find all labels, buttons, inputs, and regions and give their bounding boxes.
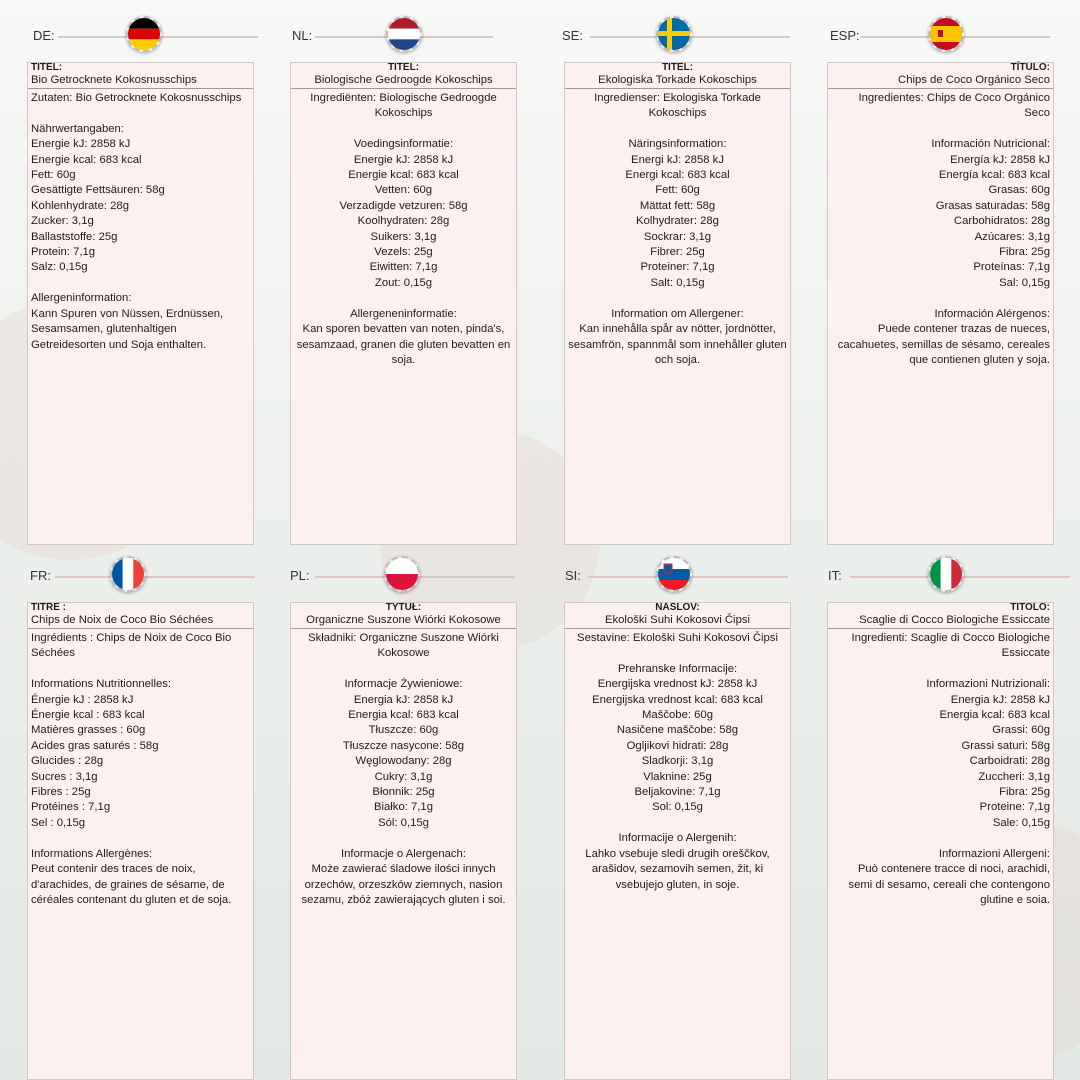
poland-flag-icon xyxy=(384,556,420,592)
title-label: TITOLO: xyxy=(1010,602,1050,613)
product-title: Chips de Coco Orgánico Seco xyxy=(828,73,1053,89)
title-label: TITRE : xyxy=(31,602,66,613)
product-info: Ingrediënten: Biologische Gedroogde Kokoschips Voedingsinformatie: Energie kJ: 2858 kJ Energie kcal: 683 kcal Vetten: 60g Verzadigde vetzuren: 58g Koolhydraten: 28g Suikers: 3,1g Vezels: 25g Eiwitten: 7,1g Zout: 0,15g Allergeneninformatie: Kan sporen bevatten van noten, pinda's, sesamzaad, granen die gluten bevatten en soja. xyxy=(296,92,511,366)
product-title: Scaglie di Cocco Biologiche Essiccate xyxy=(828,613,1053,629)
product-info: Ingredienser: Ekologiska Torkade Kokoschips Näringsinformation: Energi kJ: 2858 kJ Energi kcal: 683 kcal Fett: 60g Mättat fett: 58g Kolhydrater: 28g Sockrar: 3,1g Fibrer: 25g Proteiner: 7,1g Salt: 0,15g Information om Allergener: Kan innehålla spår av nötter, jordnötter, sesamfrön, spannmål som innehåller gluten och soja. xyxy=(568,92,787,366)
germany-flag-icon xyxy=(126,16,162,52)
country-code: SE: xyxy=(562,28,583,43)
netherlands-flag-icon xyxy=(386,16,422,52)
title-label: TYTUŁ: xyxy=(385,602,422,613)
panel-fr xyxy=(0,540,270,1080)
product-info: Ingredienti: Scaglie di Cocco Biologiche Essiccate Informazioni Nutrizionali: Energia kJ: 2858 kJ Energia kcal: 683 kcal Grassi: 60g Grassi saturi: 58g Carboidrati: 28g Zuccheri: 3,1g Fibra: 25g Proteine: 7,1g Sale: 0,15g Informazioni Allergeni: Può contenere tracce di noci, arachidi, semi di sesamo, cereali che contengono glutine e soia. xyxy=(848,632,1050,906)
sweden-flag-icon xyxy=(656,16,692,52)
title-label: TITEL: xyxy=(31,62,63,73)
country-code: FR: xyxy=(30,568,51,583)
label-card xyxy=(564,62,791,545)
product-info: Zutaten: Bio Getrocknete Kokosnusschips Nährwertangaben: Energie kJ: 2858 kJ Energie kcal: 683 kcal Fett: 60g Gesättigte Fettsäuren: 58g Kohlenhydrate: 28g Zucker: 3,1g Ballaststoffe: 25g Protein: 7,1g Salz: 0,15g Allergeninformation: Kann Spuren von Nüssen, Erdnüssen, Sesamsamen, glutenhaltigen Getreidesorten und Soja enthalten. xyxy=(31,92,242,351)
label-card xyxy=(827,602,1054,1080)
label-card xyxy=(290,62,517,545)
label-card xyxy=(564,602,791,1080)
panel-nl xyxy=(270,0,540,540)
label-card xyxy=(27,62,254,545)
italy-flag-icon xyxy=(928,556,964,592)
country-code: PL: xyxy=(290,568,310,583)
country-code: ESP: xyxy=(830,28,860,43)
label-card xyxy=(827,62,1054,545)
spain-flag-icon xyxy=(928,16,964,52)
product-info: Składniki: Organiczne Suszone Wiórki Kokosowe Informacje Żywieniowe: Energia kJ: 2858 kJ Energia kcal: 683 kcal Tłuszcze: 60g Tłuszcze nasycone: 58g Węglowodany: 28g Cukry: 3,1g Błonnik: 25g Białko: 7,1g Sól: 0,15g Informacje o Alergenach: Może zawierać śladowe ilości innych orzechów, orzeszków ziemnych, nasion sezamu, zbóż zawierających gluten i soi. xyxy=(301,632,506,906)
label-card xyxy=(27,602,254,1080)
panel-esp xyxy=(810,0,1080,540)
product-title: Ekološki Suhi Kokosovi Čipsi xyxy=(565,613,790,629)
title-label: TITEL: xyxy=(661,62,694,73)
panel-se xyxy=(540,0,810,540)
title-label: TÍTULO: xyxy=(1010,62,1050,73)
country-code: DE: xyxy=(33,28,55,43)
product-info: Ingredientes: Chips de Coco Orgánico Seco Información Nutricional: Energía kJ: 2858 kJ Energía kcal: 683 kcal Grasas: 60g Grasas saturadas: 58g Carbohidratos: 28g Azúcares: 3,1g Fibra: 25g Proteínas: 7,1g Sal: 0,15g Información Alérgenos: Puede contener trazas de nueces, cacahuetes, semillas de sésamo, cereales que contienen gluten y soja. xyxy=(837,92,1050,366)
title-label: TITEL: xyxy=(387,62,420,73)
product-title: Biologische Gedroogde Kokoschips xyxy=(291,73,516,89)
label-card xyxy=(290,602,517,1080)
product-title: Ekologiska Torkade Kokoschips xyxy=(565,73,790,89)
divider xyxy=(55,576,255,578)
country-code: SI: xyxy=(565,568,581,583)
panel-de xyxy=(0,0,270,540)
panel-pl xyxy=(270,540,540,1080)
product-info: Ingrédients : Chips de Noix de Coco Bio Séchées Informations Nutritionnelles: Énergie kJ : 2858 kJ Énergie kcal : 683 kcal Matières grasses : 60g Acides gras saturés : 58g Glucides : 28g Sucres : 3,1g Fibres : 25g Protéines : 7,1g Sel : 0,15g Informations Allergènes: Peut contenir des traces de noix, d'arachides, de graines de sésame, de céréales contenant du gluten et de soja. xyxy=(31,632,232,906)
title-label: NASLOV: xyxy=(655,602,700,613)
product-title: Bio Getrocknete Kokosnusschips xyxy=(28,73,253,89)
product-info: Sestavine: Ekološki Suhi Kokosovi Čipsi Prehranske Informacije: Energijska vrednost kJ: 2858 kJ Energijska vrednost kcal: 683 kcal Maščobe: 60g Nasičene maščobe: 58g Ogljikovi hidrati: 28g Sladkorji: 3,1g Vlaknine: 25g Beljakovine: 7,1g Sol: 0,15g Informacije o Alergenih: Lahko vsebuje sledi drugih oreščkov, arašidov, sezamovih semen, žit, ki vsebujejo gluten, in soje. xyxy=(577,632,778,891)
country-code: IT: xyxy=(828,568,842,583)
france-flag-icon xyxy=(110,556,146,592)
panel-si xyxy=(540,540,810,1080)
product-title: Chips de Noix de Coco Bio Séchées xyxy=(28,613,253,629)
country-code: NL: xyxy=(292,28,313,43)
slovenia-flag-icon xyxy=(656,556,692,592)
product-title: Organiczne Suszone Wiórki Kokosowe xyxy=(291,613,516,629)
panel-it xyxy=(810,540,1080,1080)
